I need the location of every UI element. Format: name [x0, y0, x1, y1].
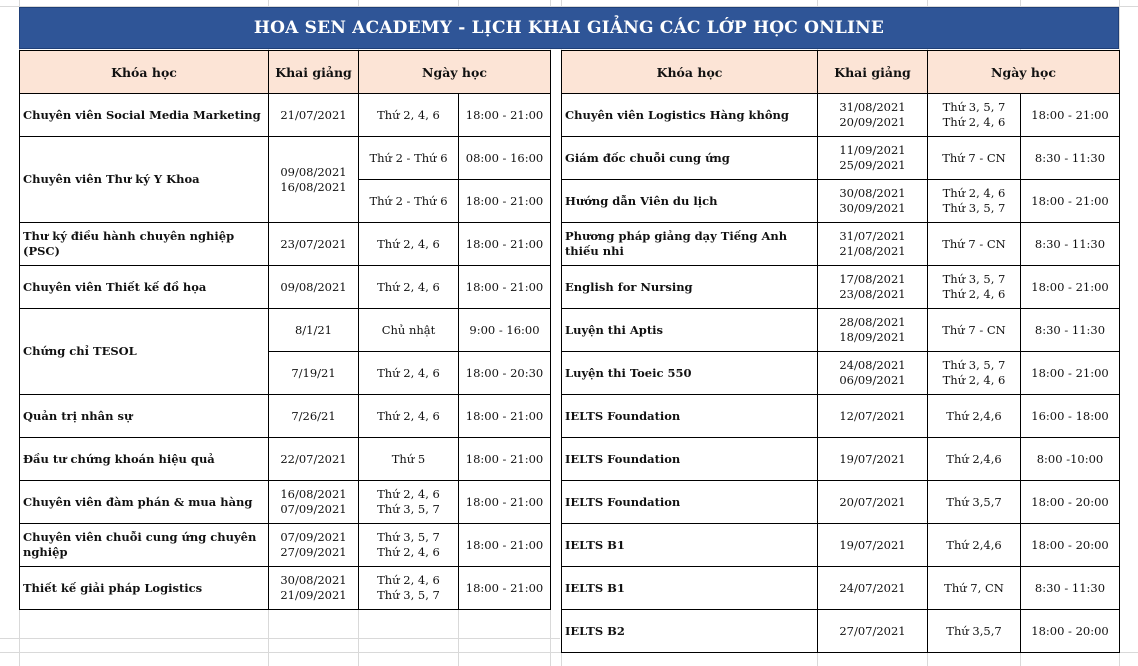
- table-row: [20, 309, 551, 352]
- open-date: [818, 266, 928, 309]
- open-date: 21/07/2021: [269, 94, 359, 137]
- column-header-course: Khóa học: [20, 51, 269, 94]
- study-days: Thứ 5: [359, 438, 459, 481]
- study-time: 8:30 - 11:30: [1021, 567, 1120, 610]
- study-days-line: Thứ 2, 4, 6: [942, 186, 1006, 200]
- open-date-line: 21/08/2021: [839, 244, 906, 258]
- study-days-line: Thứ 3, 5, 7: [377, 502, 440, 516]
- table-row: [20, 137, 551, 180]
- open-date-line: 31/07/2021: [839, 229, 906, 243]
- table-row: [562, 481, 1120, 524]
- open-date-line: 18/09/2021: [839, 330, 906, 344]
- open-date: 27/07/2021: [818, 610, 928, 653]
- table-row: [562, 94, 1120, 137]
- course-name: English for Nursing: [562, 266, 818, 309]
- study-days: Chủ nhật: [359, 309, 459, 352]
- study-time: 8:30 - 11:30: [1021, 223, 1120, 266]
- course-name: Chuyên viên Thư ký Y Khoa: [20, 137, 269, 223]
- study-days: [359, 567, 459, 610]
- study-time: 16:00 - 18:00: [1021, 395, 1120, 438]
- study-days: Thứ 2, 4, 6: [359, 223, 459, 266]
- study-time: 18:00 - 20:00: [1021, 481, 1120, 524]
- study-days: Thứ 7, CN: [928, 567, 1021, 610]
- column-header-schedule: Ngày học: [928, 51, 1120, 94]
- study-days: Thứ 3,5,7: [928, 481, 1021, 524]
- course-name: Chuyên viên chuỗi cung ứng chuyên nghiệp: [20, 524, 269, 567]
- study-days-line: Thứ 2, 4, 6: [942, 373, 1006, 387]
- study-days: Thứ 7 - CN: [928, 309, 1021, 352]
- study-days-line: Thứ 2, 4, 6: [377, 573, 440, 587]
- open-date: 24/07/2021: [818, 567, 928, 610]
- study-days: [928, 94, 1021, 137]
- open-date-line: 07/09/2021: [280, 502, 347, 516]
- open-date: 20/07/2021: [818, 481, 928, 524]
- left-schedule-table: [19, 50, 551, 610]
- study-time: 18:00 - 21:00: [1021, 266, 1120, 309]
- course-name: Hướng dẫn Viên du lịch: [562, 180, 818, 223]
- study-time: 9:00 - 16:00: [459, 309, 551, 352]
- open-date: [818, 180, 928, 223]
- open-date-line: 16/08/2021: [280, 179, 347, 194]
- study-days: Thứ 2,4,6: [928, 524, 1021, 567]
- study-time: 18:00 - 21:00: [459, 481, 551, 524]
- study-days-line: Thứ 3, 5, 7: [377, 530, 440, 544]
- column-header-open-date: Khai giảng: [818, 51, 928, 94]
- table-row: [20, 438, 551, 481]
- study-days: [928, 352, 1021, 395]
- open-date-line: 23/08/2021: [839, 287, 906, 301]
- open-date-line: 28/08/2021: [839, 315, 906, 329]
- course-name: Chuyên viên Logistics Hàng không: [562, 94, 818, 137]
- study-days-line: Thứ 2, 4, 6: [377, 545, 440, 559]
- study-time: 18:00 - 21:00: [459, 180, 551, 223]
- open-date: [269, 481, 359, 524]
- open-date: 19/07/2021: [818, 524, 928, 567]
- open-date-line: 25/09/2021: [839, 158, 906, 172]
- course-name: Chuyên viên Social Media Marketing: [20, 94, 269, 137]
- open-date-line: 24/08/2021: [839, 358, 906, 372]
- table-row: [562, 180, 1120, 223]
- study-time: 18:00 - 20:00: [1021, 524, 1120, 567]
- course-name: IELTS Foundation: [562, 481, 818, 524]
- study-days: [359, 481, 459, 524]
- open-date: 12/07/2021: [818, 395, 928, 438]
- study-time: 18:00 - 21:00: [459, 266, 551, 309]
- study-days: Thứ 2, 4, 6: [359, 352, 459, 395]
- study-days: Thứ 2, 4, 6: [359, 266, 459, 309]
- open-date: [269, 524, 359, 567]
- open-date-line: 06/09/2021: [839, 373, 906, 387]
- course-name: Giám đốc chuỗi cung ứng: [562, 137, 818, 180]
- course-name: Thư ký điều hành chuyên nghiệp (PSC): [20, 223, 269, 266]
- study-days-line: Thứ 3, 5, 7: [377, 588, 440, 602]
- open-date-line: 30/09/2021: [839, 201, 906, 215]
- course-name: Luyện thi Aptis: [562, 309, 818, 352]
- open-date-line: 09/08/2021: [280, 164, 347, 179]
- column-header-open-date: Khai giảng: [269, 51, 359, 94]
- course-name: IELTS B1: [562, 524, 818, 567]
- open-date-line: 30/08/2021: [839, 186, 906, 200]
- table-row: [562, 567, 1120, 610]
- open-date-line: 17/08/2021: [839, 272, 906, 286]
- course-name: IELTS Foundation: [562, 438, 818, 481]
- open-date: [269, 567, 359, 610]
- study-time: 18:00 - 21:00: [459, 438, 551, 481]
- table-row: [20, 94, 551, 137]
- study-days-line: Thứ 3, 5, 7: [942, 272, 1006, 286]
- course-name: IELTS B1: [562, 567, 818, 610]
- table-row: [20, 524, 551, 567]
- course-name: Quản trị nhân sự: [20, 395, 269, 438]
- page-title: HOA SEN ACADEMY - LỊCH KHAI GIẢNG CÁC LỚP HỌC ONLINE: [19, 7, 1119, 49]
- study-days: Thứ 2,4,6: [928, 395, 1021, 438]
- table-header-row: [20, 51, 551, 94]
- study-time: 18:00 - 21:00: [459, 567, 551, 610]
- table-row: [562, 352, 1120, 395]
- study-days-line: Thứ 2, 4, 6: [377, 487, 440, 501]
- open-date-line: 31/08/2021: [839, 100, 906, 114]
- study-days-line: Thứ 3, 5, 7: [942, 100, 1006, 114]
- open-date-line: 30/08/2021: [280, 573, 347, 587]
- study-time: 18:00 - 20:00: [1021, 610, 1120, 653]
- course-name: Chuyên viên Thiết kế đồ họa: [20, 266, 269, 309]
- table-row: [562, 438, 1120, 481]
- open-date: 19/07/2021: [818, 438, 928, 481]
- table-row: [562, 309, 1120, 352]
- table-row: [20, 266, 551, 309]
- study-days-line: Thứ 2, 4, 6: [942, 115, 1006, 129]
- column-header-course: Khóa học: [562, 51, 818, 94]
- study-time: 18:00 - 20:30: [459, 352, 551, 395]
- study-days: [928, 180, 1021, 223]
- table-row: [562, 137, 1120, 180]
- open-date-line: 27/09/2021: [280, 545, 347, 559]
- open-date: 7/26/21: [269, 395, 359, 438]
- table-row: [20, 223, 551, 266]
- table-row: [20, 567, 551, 610]
- open-date: 23/07/2021: [269, 223, 359, 266]
- study-time: 18:00 - 21:00: [1021, 94, 1120, 137]
- study-days: Thứ 2, 4, 6: [359, 395, 459, 438]
- study-days: Thứ 2,4,6: [928, 438, 1021, 481]
- table-row: [562, 223, 1120, 266]
- table-header-row: [562, 51, 1120, 94]
- table-row: [20, 395, 551, 438]
- open-date: 8/1/21: [269, 309, 359, 352]
- open-date: [818, 309, 928, 352]
- course-name: Chuyên viên đàm phán & mua hàng: [20, 481, 269, 524]
- study-days: Thứ 2 - Thứ 6: [359, 180, 459, 223]
- course-name: Luyện thi Toeic 550: [562, 352, 818, 395]
- study-time: 18:00 - 21:00: [1021, 180, 1120, 223]
- study-days: [928, 266, 1021, 309]
- open-date-line: 16/08/2021: [280, 487, 347, 501]
- open-date: [269, 137, 359, 223]
- study-time: 18:00 - 21:00: [459, 524, 551, 567]
- course-name: IELTS Foundation: [562, 395, 818, 438]
- table-row: [20, 481, 551, 524]
- course-name: Phương pháp giảng dạy Tiếng Anh thiếu nhi: [562, 223, 818, 266]
- open-date-line: 21/09/2021: [280, 588, 347, 602]
- right-schedule-table: [561, 50, 1120, 653]
- study-days: Thứ 3,5,7: [928, 610, 1021, 653]
- table-row: [562, 266, 1120, 309]
- study-time: 8:30 - 11:30: [1021, 309, 1120, 352]
- study-days-line: Thứ 3, 5, 7: [942, 201, 1006, 215]
- open-date: [818, 94, 928, 137]
- open-date-line: 11/09/2021: [839, 143, 906, 157]
- open-date-line: 07/09/2021: [280, 530, 347, 544]
- open-date: 22/07/2021: [269, 438, 359, 481]
- study-time: 18:00 - 21:00: [459, 395, 551, 438]
- study-days: Thứ 2 - Thứ 6: [359, 137, 459, 180]
- course-name: IELTS B2: [562, 610, 818, 653]
- study-time: 08:00 - 16:00: [459, 137, 551, 180]
- open-date: 09/08/2021: [269, 266, 359, 309]
- study-days: Thứ 7 - CN: [928, 137, 1021, 180]
- study-days: Thứ 2, 4, 6: [359, 94, 459, 137]
- open-date: [818, 223, 928, 266]
- table-row: [562, 524, 1120, 567]
- open-date: [818, 137, 928, 180]
- table-row: [562, 395, 1120, 438]
- column-header-schedule: Ngày học: [359, 51, 551, 94]
- study-time: 18:00 - 21:00: [459, 223, 551, 266]
- open-date: [818, 352, 928, 395]
- course-name: Đầu tư chứng khoán hiệu quả: [20, 438, 269, 481]
- study-time: 8:30 - 11:30: [1021, 137, 1120, 180]
- open-date-line: 20/09/2021: [839, 115, 906, 129]
- course-name: Chứng chỉ TESOL: [20, 309, 269, 395]
- table-row: [562, 610, 1120, 653]
- study-time: 8:00 -10:00: [1021, 438, 1120, 481]
- study-days-line: Thứ 2, 4, 6: [942, 287, 1006, 301]
- study-time: 18:00 - 21:00: [459, 94, 551, 137]
- open-date: 7/19/21: [269, 352, 359, 395]
- study-days: [359, 524, 459, 567]
- study-days-line: Thứ 3, 5, 7: [942, 358, 1006, 372]
- course-name: Thiết kế giải pháp Logistics: [20, 567, 269, 610]
- study-days: Thứ 7 - CN: [928, 223, 1021, 266]
- study-time: 18:00 - 21:00: [1021, 352, 1120, 395]
